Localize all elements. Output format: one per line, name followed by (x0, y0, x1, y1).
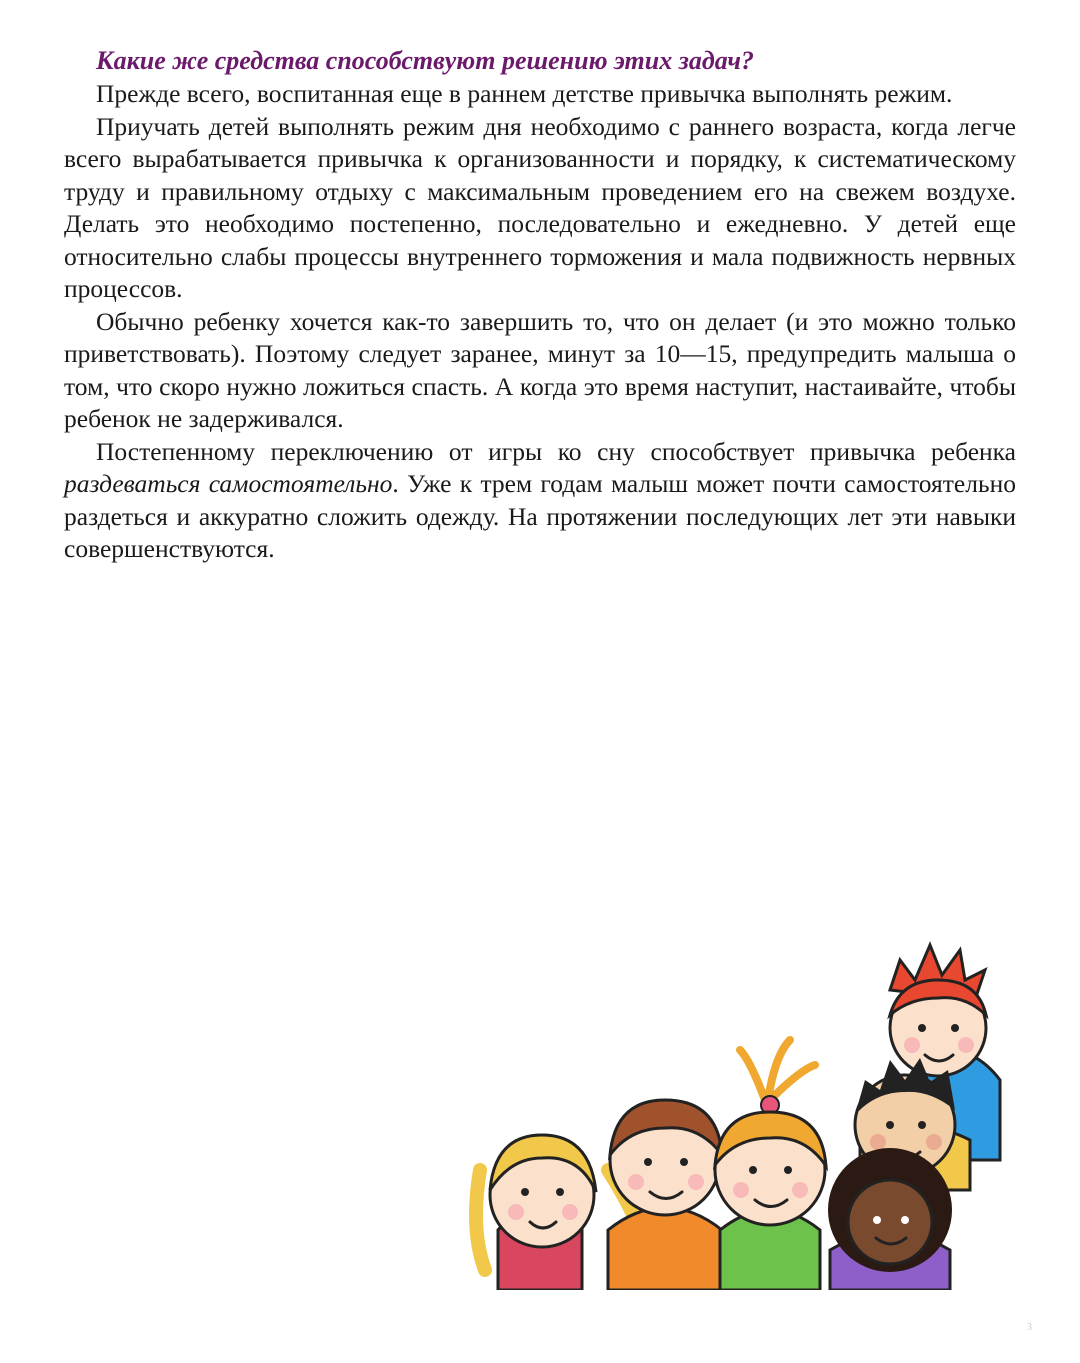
paragraph-2-text: Приучать детей выполнять режим дня необходимо с раннего возраста, когда легче всего вырабатывается привычка к организованности и порядку, к систематическому труду и правильному отдыху с максимальным проведением его на свежем воздухе. Делать это необходимо постепенно, последовательно и ежедневно. У детей еще относительно слабы процессы внутреннего торможения и мала подвижность нервных процессов. (64, 111, 1016, 303)
paragraph-3-text: Обычно ребенку хочется как-то завершить то, что он делает (и это можно только приветствовать). Поэтому следует заранее, минут за 10—15, предупредить малыша о том, что скоро нужно ложиться спасть. А когда это время наступит, настаивайте, чтобы ребенок не задерживался. (64, 306, 1016, 433)
paragraph-2 (64, 111, 1016, 306)
children-group-illustration (450, 930, 1010, 1290)
section-heading: Какие же средства способствуют решению этих задач? (96, 46, 755, 75)
children-illustration-svg (450, 930, 1010, 1290)
paragraph-3 (64, 306, 1016, 436)
child-curly-haired-girl (828, 1148, 952, 1290)
page-number: 3 (1027, 1322, 1032, 1333)
document-page (64, 44, 1016, 566)
child-ponytail-girl (715, 1040, 826, 1290)
paragraph-4-emphasis: раздеваться самостоятельно (64, 469, 393, 498)
paragraph-1-text: Прежде всего, воспитанная еще в раннем детстве привычка выполнять режим. (96, 79, 953, 108)
paragraph-4 (64, 436, 1016, 566)
paragraph-4-text-start: Постепенному переключению от игры ко сну способствует привычка ребенка (96, 436, 1016, 466)
paragraph-4-text-end: . Уже к трем годам малыш может почти самостоятельно раздеться и аккуратно сложить одежду. На протяжении последующих лет эти навыки совершенствуются. (64, 469, 1016, 563)
child-brown-haired-boy (608, 1100, 722, 1290)
paragraph-1 (64, 78, 1016, 111)
